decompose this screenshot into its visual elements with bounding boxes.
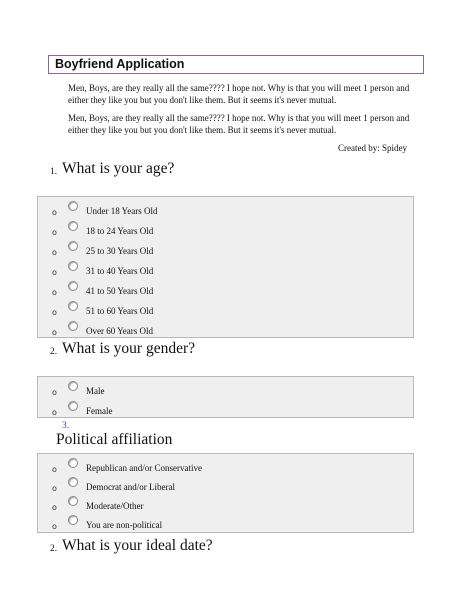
question-2-number: 2. <box>50 347 58 357</box>
radio-button[interactable] <box>68 201 78 211</box>
radio-button[interactable] <box>68 221 78 231</box>
radio-button[interactable] <box>68 515 78 525</box>
option-under-18[interactable] <box>38 201 413 221</box>
option-18-to-24[interactable] <box>38 221 413 241</box>
radio-button[interactable] <box>68 381 78 391</box>
radio-button[interactable] <box>68 281 78 291</box>
question-3-options <box>37 453 414 533</box>
option-moderate[interactable] <box>38 496 413 516</box>
question-2-options <box>37 376 414 418</box>
bullet-icon: o <box>52 522 57 531</box>
radio-button[interactable] <box>68 301 78 311</box>
option-male[interactable] <box>38 381 413 401</box>
option-label: 51 to 60 Years Old <box>86 306 154 316</box>
question-2-text: What is your gender? <box>62 340 195 357</box>
radio-button[interactable] <box>68 496 78 506</box>
form-title: Boyfriend Application <box>48 55 424 74</box>
bullet-icon: o <box>52 268 57 277</box>
option-label: 41 to 50 Years Old <box>86 286 154 296</box>
option-label: Democrat and/or Liberal <box>86 482 175 492</box>
bullet-icon: o <box>52 503 57 512</box>
bullet-icon: o <box>52 484 57 493</box>
option-republican[interactable] <box>38 458 413 478</box>
option-label: Female <box>86 406 113 416</box>
option-label: Under 18 Years Old <box>86 206 158 216</box>
radio-button[interactable] <box>68 241 78 251</box>
option-41-to-50[interactable] <box>38 281 413 301</box>
question-4-number: 2. <box>50 544 58 554</box>
option-democrat[interactable] <box>38 477 413 497</box>
option-label: Male <box>86 386 105 396</box>
question-1-text: What is your age? <box>62 160 175 177</box>
option-label: 31 to 40 Years Old <box>86 266 154 276</box>
radio-button[interactable] <box>68 477 78 487</box>
radio-button[interactable] <box>68 458 78 468</box>
option-label: Over 60 Years Old <box>86 326 153 336</box>
option-label: 18 to 24 Years Old <box>86 226 154 236</box>
option-51-to-60[interactable] <box>38 301 413 321</box>
bullet-icon: o <box>52 308 57 317</box>
radio-button[interactable] <box>68 261 78 271</box>
question-1-options <box>37 196 414 338</box>
option-label: You are non-political <box>86 520 163 530</box>
bullet-icon: o <box>52 288 57 297</box>
option-over-60[interactable] <box>38 321 413 341</box>
question-1-number: 1. <box>50 167 58 177</box>
bullet-icon: o <box>52 248 57 257</box>
option-label: 25 to 30 Years Old <box>86 246 154 256</box>
radio-button[interactable] <box>68 401 78 411</box>
bullet-icon: o <box>52 228 57 237</box>
created-by: Created by: Spidey <box>338 143 407 153</box>
bullet-icon: o <box>52 328 57 337</box>
option-female[interactable] <box>38 401 413 421</box>
option-31-to-40[interactable] <box>38 261 413 281</box>
bullet-icon: o <box>52 208 57 217</box>
question-3-text: Political affiliation <box>56 431 173 448</box>
option-25-to-30[interactable] <box>38 241 413 261</box>
bullet-icon: o <box>52 465 57 474</box>
option-label: Republican and/or Conservative <box>86 463 202 473</box>
option-label: Moderate/Other <box>86 501 144 511</box>
intro-paragraph-1: Men, Boys, are they really all the same???? I hope not. Why is that you will meet 1 person and either they like you but you don't like them. But it seems it's never mutual. <box>68 83 410 105</box>
question-4-text: What is your ideal date? <box>62 537 213 554</box>
bullet-icon: o <box>52 408 57 417</box>
bullet-icon: o <box>52 388 57 397</box>
radio-button[interactable] <box>68 321 78 331</box>
question-3-number: 3. <box>62 421 70 431</box>
intro-paragraph-2: Men, Boys, are they really all the same???? I hope not. Why is that you will meet 1 person and either they like you but you don't like them. But it seems it's never mutual. <box>68 113 410 135</box>
option-non-political[interactable] <box>38 515 413 535</box>
